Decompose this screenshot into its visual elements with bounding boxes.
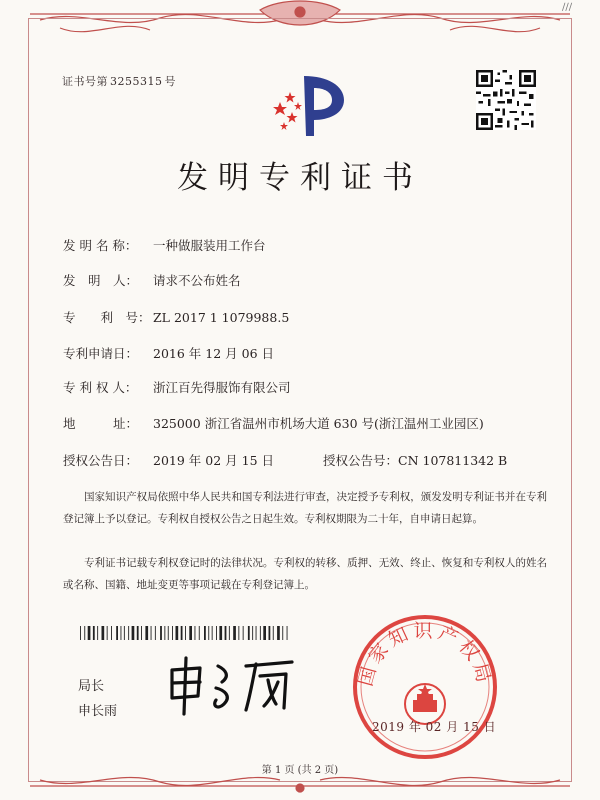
inventor-label: 发 明 人： bbox=[63, 273, 139, 288]
patent-number-row bbox=[63, 308, 289, 326]
paragraph-legal-status: 专利证书记载专利权登记时的法律状况。专利权的转移、质押、无效、终止、恢复和专利权人的姓名或名称、国籍、地址变更等事项记载在专利登记簿上。 bbox=[63, 557, 547, 591]
invention-name-row bbox=[63, 236, 266, 254]
edge-mark: ∕∕∕ bbox=[562, 2, 573, 13]
patent-number-label: 专 利 号： bbox=[63, 310, 151, 325]
filing-date-label: 专利申请日： bbox=[63, 346, 139, 361]
patentee-value: 浙江百先得服饰有限公司 bbox=[153, 380, 291, 395]
cert-no-value: 3255315 bbox=[110, 75, 163, 88]
address-value: 325000 浙江省温州市机场大道 630 号(浙江温州工业园区) bbox=[153, 416, 484, 431]
inventor-value: 请求不公布姓名 bbox=[153, 273, 241, 288]
patent-number-value: ZL 2017 1 1079988.5 bbox=[153, 310, 290, 325]
paragraph-grant: 国家知识产权局依照中华人民共和国专利法进行审查，决定授予专利权，颁发发明专利证书并在专利登记簿上予以登记。专利权自授权公告之日起生效。专利权期限为二十年，自申请日起算。 bbox=[63, 491, 547, 525]
seal-org-text: 国家知识产权局 bbox=[354, 620, 496, 689]
grant-row bbox=[63, 451, 508, 469]
patentee-row bbox=[63, 378, 291, 396]
certificate-number bbox=[62, 73, 176, 89]
certificate-title: 发明专利证书 bbox=[177, 160, 423, 196]
filing-date-row bbox=[63, 344, 274, 362]
bottom-ornament bbox=[0, 752, 600, 800]
barcode-icon bbox=[80, 626, 290, 640]
grant-date-label: 授权公告日： bbox=[63, 453, 139, 468]
grant-number-label: 授权公告号： bbox=[323, 453, 399, 468]
invention-name-label: 发 明 名 称： bbox=[63, 238, 138, 253]
invention-name-value: 一种做服装用工作台 bbox=[153, 238, 266, 253]
address-row bbox=[63, 414, 484, 432]
qr-code-icon bbox=[476, 70, 536, 130]
address-label: 地 址： bbox=[63, 416, 139, 431]
official-seal-icon bbox=[350, 612, 500, 762]
patentee-label: 专 利 权 人： bbox=[63, 380, 138, 395]
seal-date: 2019 年 02 月 15 日 bbox=[372, 720, 497, 734]
inventor-row bbox=[63, 271, 241, 289]
director-name: 申长雨 bbox=[78, 704, 118, 719]
grant-number-value: CN 107811342 B bbox=[398, 453, 508, 468]
grant-number bbox=[323, 451, 507, 469]
director-title: 局长 bbox=[78, 679, 105, 694]
patent-office-logo-icon bbox=[262, 70, 352, 142]
filing-date-value: 2016 年 12 月 06 日 bbox=[153, 346, 274, 361]
cert-no-suffix: 号 bbox=[164, 75, 176, 88]
cert-no-label: 证书号第 bbox=[62, 75, 108, 88]
page-number: 第 1 页 (共 2 页) bbox=[261, 765, 339, 776]
signature-icon bbox=[160, 650, 310, 720]
svg-text:国家知识产权局 bbox=[354, 620, 495, 689]
grant-date-value: 2019 年 02 月 15 日 bbox=[153, 453, 274, 468]
